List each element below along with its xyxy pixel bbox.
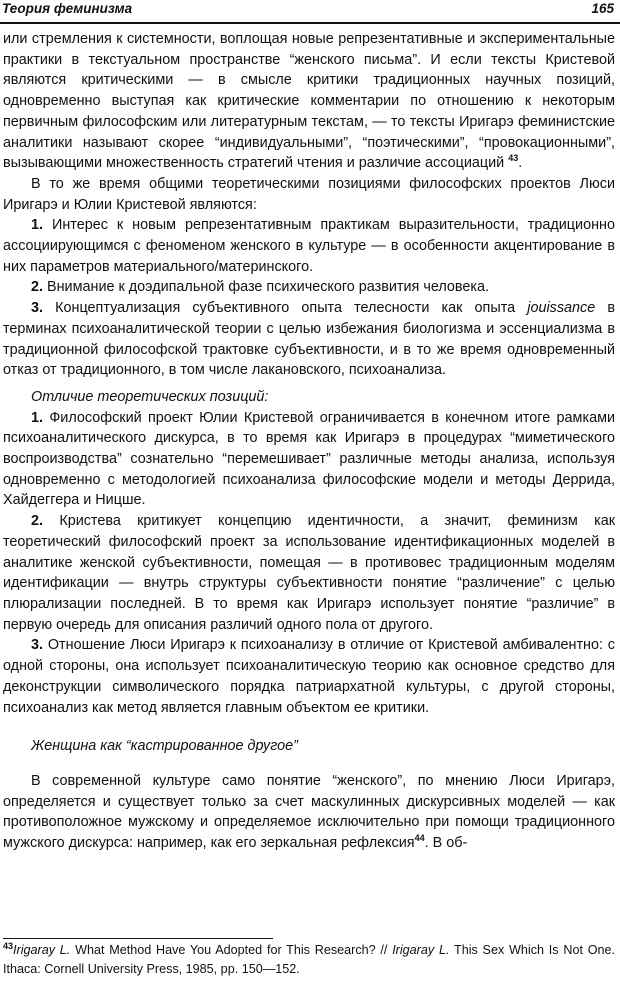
subheading: Отличие теоретических позиций:	[31, 388, 269, 405]
paragraph: или стремления к системности, воплощая новые репрезентативные и экспериментальные практики в текстуальном пространстве “женского письма”. И если тексты Кристевой являются критическими — в смысле критики традиционных научных позиций, одновременно выступая как критические комментарии по отношению к некоторым первичным философским или литературным текстам, — то тексты Иригарэ феминистские аналитики называют скорее “индивидуальными”, “поэтическими”, “провокационными”, вызывающими множественность стратегий чтения и различие ассоциаций $^{43}$.	[3, 31, 615, 172]
list-item: 3. Концептуализация субъективного опыта телесности как опыта jouissance в терминах психоаналитической теории с целью избежания биологизма и эссенциализма в традиционной философской трактовке субъективности, и в то же время одновременный отказ от традиционного, в том числе лакановского, психоанализа.	[3, 300, 616, 379]
list-item: 3. Отношение Люси Иригарэ к психоанализу в отличие от Кристевой амбивалентно: с одной стороны, она использует психоаналитическую теорию как основное средство для деконструкции символического порядка патриархатной культуры, с другой стороны, психоанализ как метод является главным объектом ее критики.	[3, 637, 616, 716]
footnote: $^{43}$Irigaray L. What Method Have You Adopted for This Research? // Irigaray L. This Sex Which Is Not One. Ithaca: Cornell University Press, 1985, pp. 150—152.	[3, 940, 616, 976]
italic-term: jouissance	[527, 300, 596, 317]
list-number: 3.	[31, 300, 44, 317]
list-number: 1.	[31, 409, 44, 426]
footnote-ref: 44	[414, 833, 425, 844]
list-number: 3.	[31, 637, 44, 654]
paragraph: В то же время общими теоретическими позициями философских проектов Люси Иригарэ и Юлии Кристевой являются:	[3, 175, 615, 213]
page-header	[0, 0, 620, 22]
body-text	[3, 29, 615, 854]
list-item: 2. Внимание к доэдипальной фазе психического развития человека.	[31, 279, 490, 296]
header-rule	[0, 22, 620, 24]
footnote-ref: 43	[508, 153, 519, 164]
footnote-number: 43	[3, 940, 14, 951]
list-item: 2. Кристева критикует концепцию идентичности, а значит, феминизм как теоретический философский проект за использование идентификационных моделей в аналитике женской субъективности, помещая — в противовес традиционным моделям идентификации — внутрь структуры субъективности понятие “различение” с целью плюрализации последней. В то время как Иригарэ использует понятие “различие” в первую очередь для описания различий одного пола от другого.	[3, 513, 615, 633]
paragraph: В современной культуре само понятие “женского”, по мнению Люси Иригарэ, определяется и существует только за счет маскулинных дискурсивных моделей — как противоположное мужскому и определяемое исключительно при помощи традиционного мужского дискурса: например, как его зеркальная рефлексия$^{44}$. В об-	[3, 772, 615, 852]
section-title: Женщина как “кастрированное другое”	[31, 738, 298, 755]
footnote-author: Irigaray L.	[392, 943, 450, 957]
list-item: 1. Интерес к новым репрезентативным практикам выразительности, традиционно ассоциирующимся с феноменом женского в культуре — в особенности акцентирование в них параметров материального/материнского.	[3, 217, 615, 275]
footnote-rule	[3, 938, 273, 939]
footnote-author: Irigaray L.	[13, 943, 71, 957]
page-number: 165	[591, 1, 614, 16]
list-number: 1.	[31, 217, 44, 234]
running-title: Теория феминизма	[2, 1, 133, 16]
list-number: 2.	[31, 279, 44, 296]
list-number: 2.	[31, 513, 44, 530]
list-item: 1. Философский проект Юлии Кристевой ограничивается в конечном итоге рамками психоаналитического дискурса, в то время как Иригарэ в процедурах “миметического воспроизводства” сознательно “перемешивает” различные методы анализа, используя одновременно с методологией психоанализа философские модели и методы Деррида, Хайдеггера и Ницше.	[3, 409, 616, 509]
